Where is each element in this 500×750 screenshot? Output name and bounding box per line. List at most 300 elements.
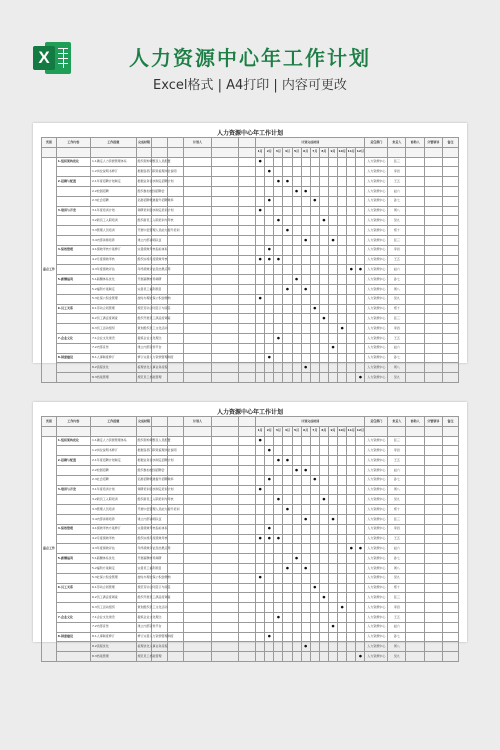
owner-cell: 王五 [388, 612, 406, 622]
blank-cell [184, 436, 211, 446]
month-cell [338, 284, 347, 294]
column-header: 类别 [42, 417, 57, 427]
measure-cell: 根据各部门职责梳理岗位说明 [136, 167, 152, 177]
month-cell [256, 505, 265, 515]
month-cell [301, 373, 310, 383]
month-cell [292, 456, 301, 466]
category-cell: 7.企业文化 [56, 333, 90, 343]
planner-cell [211, 495, 238, 505]
month-cell [347, 563, 356, 573]
table-row [42, 314, 459, 324]
month-cell [356, 206, 365, 216]
blank-cell [239, 534, 256, 544]
dept-cell: 人力资源中心 [365, 446, 388, 456]
month-cell [292, 652, 301, 662]
month-cell [274, 206, 283, 216]
month-cell: ● [265, 245, 274, 255]
month-cell: ● [256, 485, 265, 495]
table-row [42, 583, 459, 593]
month-cell [319, 196, 328, 206]
blank-cell [184, 563, 211, 573]
month-cell [328, 603, 337, 613]
owner-cell: 周八 [388, 563, 406, 573]
dept-cell: 人力资源中心 [365, 534, 388, 544]
month-cell [347, 642, 356, 652]
month-cell [356, 456, 365, 466]
month-cell [310, 157, 319, 167]
remark-cell [442, 524, 458, 534]
assistant-cell [406, 186, 424, 196]
month-cell [274, 245, 283, 255]
leader-cell [424, 505, 442, 515]
month-cell [356, 514, 365, 524]
remark-cell [442, 495, 458, 505]
assistant-cell [406, 563, 424, 573]
blank-cell [184, 583, 211, 593]
page-title: 人力资源中心年工作计划 [129, 46, 371, 70]
measure-cell: 年终绩效评估及结果应用 [136, 544, 152, 554]
month-cell [356, 284, 365, 294]
month-cell [283, 216, 292, 226]
sheet-title: 人力资源中心年工作计划 [216, 409, 283, 416]
month-cell [265, 642, 274, 652]
blank-cell [239, 353, 256, 363]
blank-cell [168, 333, 184, 343]
measure-cell: 根据各部门职责梳理岗位说明 [136, 446, 152, 456]
month-cell [310, 255, 319, 265]
month-cell [347, 583, 356, 593]
blank-cell [184, 593, 211, 603]
month-cell [292, 632, 301, 642]
remark-cell [442, 593, 458, 603]
month-cell [265, 465, 274, 475]
month-cell [347, 177, 356, 187]
dept-cell: 人力资源中心 [365, 612, 388, 622]
remark-cell [442, 275, 458, 285]
assistant-cell [406, 593, 424, 603]
month-cell: ● [256, 436, 265, 446]
month-cell [347, 622, 356, 632]
column-header [211, 417, 238, 427]
month-cell: ● [256, 206, 265, 216]
month-cell [347, 612, 356, 622]
category-cell [56, 255, 90, 265]
month-cell: ● [301, 284, 310, 294]
remark-cell [442, 255, 458, 265]
owner-cell: 吴九 [388, 652, 406, 662]
month-cell: ● [338, 324, 347, 334]
blank-cell [239, 157, 256, 167]
category-cell: 7.企业文化 [56, 612, 90, 622]
leader-cell [424, 186, 442, 196]
assistant-cell [406, 573, 424, 583]
month-cell [347, 235, 356, 245]
planner-cell [211, 265, 238, 275]
month-cell [274, 514, 283, 524]
table-header-row [42, 417, 459, 427]
month-cell: ● [292, 186, 301, 196]
planner-cell [211, 157, 238, 167]
month-cell [292, 436, 301, 446]
month-cell [310, 573, 319, 583]
month-cell: ● [301, 642, 310, 652]
remark-cell [442, 167, 458, 177]
month-cell: ● [301, 186, 310, 196]
month-cell [274, 544, 283, 554]
month-cell [292, 206, 301, 216]
work-cell: 1.1确定人力资源管理体系 [90, 157, 136, 167]
month-cell [356, 534, 365, 544]
month-cell: ● [301, 563, 310, 573]
remark-cell [442, 186, 458, 196]
owner-cell: 李四 [388, 167, 406, 177]
owner-cell: 孙七 [388, 353, 406, 363]
blank-cell [239, 544, 256, 554]
table-row [42, 363, 459, 373]
leader-cell [424, 456, 442, 466]
month-cell [310, 446, 319, 456]
month-cell [283, 632, 292, 642]
table-row [42, 284, 459, 294]
month-cell [274, 304, 283, 314]
measure-cell: 组织架构调整及人员配置 [136, 436, 152, 446]
month-cell: ● [347, 544, 356, 554]
measure-cell: 梳理优化人事业务流程 [136, 363, 152, 373]
month-cell [338, 436, 347, 446]
month-cell [301, 495, 310, 505]
assistant-cell [406, 456, 424, 466]
assistant-cell [406, 353, 424, 363]
main-category-cell: 重点工作 [42, 157, 57, 382]
table-row [42, 324, 459, 334]
work-cell: 2.2校园招聘 [90, 186, 136, 196]
remark-cell [442, 514, 458, 524]
month-cell [256, 524, 265, 534]
month-cell [256, 226, 265, 236]
month-cell [319, 294, 328, 304]
month-cell [319, 324, 328, 334]
month-cell: ● [283, 226, 292, 236]
month-cell [256, 324, 265, 334]
blank-cell [239, 363, 256, 373]
leader-cell [424, 314, 442, 324]
page-subtitle: Excel格式 | A4打印 | 内容可更改 [153, 78, 347, 93]
column-header: 责任部门 [365, 417, 388, 427]
month-cell [283, 304, 292, 314]
month-cell [310, 235, 319, 245]
column-header: 完成时限 [136, 417, 152, 427]
month-cell [310, 593, 319, 603]
month-cell [274, 294, 283, 304]
assistant-cell [406, 157, 424, 167]
month-cell [274, 593, 283, 603]
column-header: 计划人 [184, 138, 211, 148]
month-cell [265, 495, 274, 505]
month-cell [338, 314, 347, 324]
dept-cell: 人力资源中心 [365, 524, 388, 534]
month-cell [265, 284, 274, 294]
leader-cell [424, 373, 442, 383]
month-cell [292, 514, 301, 524]
month-cell: ● [301, 514, 310, 524]
measure-cell: 组织实施月度绩效考核 [136, 255, 152, 265]
leader-cell [424, 573, 442, 583]
month-cell [265, 456, 274, 466]
planner-cell [211, 622, 238, 632]
planner-cell [211, 456, 238, 466]
month-cell: ● [283, 177, 292, 187]
blank-cell [239, 304, 256, 314]
assistant-cell [406, 284, 424, 294]
month-cell [301, 573, 310, 583]
planner-cell [211, 363, 238, 373]
blank-cell [168, 363, 184, 373]
month-cell [256, 216, 265, 226]
category-cell [56, 235, 90, 245]
month-cell: ● [283, 456, 292, 466]
month-cell [328, 446, 337, 456]
blank-cell [184, 622, 211, 632]
month-cell [274, 235, 283, 245]
owner-cell: 赵六 [388, 186, 406, 196]
work-cell: 8.2流程优化 [90, 642, 136, 652]
month-cell [274, 436, 283, 446]
table-row [42, 255, 459, 265]
month-cell: ● [356, 544, 365, 554]
month-cell [292, 603, 301, 613]
month-label: 12月 [356, 147, 365, 157]
month-cell [274, 363, 283, 373]
month-cell [274, 622, 283, 632]
month-cell [328, 333, 337, 343]
month-cell [265, 314, 274, 324]
dept-cell: 人力资源中心 [365, 514, 388, 524]
remark-cell [442, 534, 458, 544]
month-cell [310, 495, 319, 505]
work-cell: 3.2新员工入职培训 [90, 495, 136, 505]
leader-cell [424, 514, 442, 524]
blank-cell [239, 495, 256, 505]
dept-cell: 人力资源中心 [365, 343, 388, 353]
month-cell [301, 196, 310, 206]
month-cell [319, 304, 328, 314]
category-cell [56, 343, 90, 353]
blank-cell [184, 544, 211, 554]
work-cell: 2.1年度招聘计划制定 [90, 456, 136, 466]
page-header [0, 0, 500, 118]
month-cell [283, 465, 292, 475]
blank-cell [168, 255, 184, 265]
month-cell [310, 544, 319, 554]
planner-cell [211, 612, 238, 622]
month-cell [310, 275, 319, 285]
planner-cell [211, 485, 238, 495]
sheet-preview-1 [33, 123, 467, 379]
dept-cell: 人力资源中心 [365, 465, 388, 475]
month-cell [301, 275, 310, 285]
leader-cell [424, 612, 442, 622]
month-cell [347, 603, 356, 613]
month-cell [310, 563, 319, 573]
month-cell [356, 622, 365, 632]
month-cell [310, 524, 319, 534]
measure-cell: 组织参加校园招聘会 [136, 186, 152, 196]
blank-cell [184, 446, 211, 456]
column-header [168, 417, 184, 427]
planner-cell [211, 514, 238, 524]
work-cell: 5.3社保公积金管理 [90, 294, 136, 304]
month-cell [310, 373, 319, 383]
month-cell [356, 196, 365, 206]
month-cell: ● [356, 373, 365, 383]
assistant-cell [406, 206, 424, 216]
month-cell [256, 353, 265, 363]
work-cell: 4.2月度绩效考核 [90, 255, 136, 265]
blank-cell [168, 642, 184, 652]
planner-cell [211, 583, 238, 593]
work-cell: 5.2福利方案制定 [90, 563, 136, 573]
month-cell: ● [292, 465, 301, 475]
remark-cell [442, 612, 458, 622]
month-cell [265, 275, 274, 285]
column-header [239, 417, 256, 427]
measure-cell: 完善员工福利项目 [136, 563, 152, 573]
month-cell [338, 465, 347, 475]
blank-cell [184, 284, 211, 294]
dept-cell: 人力资源中心 [365, 652, 388, 662]
planner-cell [211, 603, 238, 613]
column-header: 分管领导 [424, 138, 442, 148]
blank-cell [239, 373, 256, 383]
month-cell [283, 275, 292, 285]
month-label: 3月 [274, 147, 283, 157]
measure-cell: 按时办理社保公积金缴纳 [136, 573, 152, 583]
month-cell [356, 294, 365, 304]
month-cell [328, 363, 337, 373]
month-cell [319, 622, 328, 632]
remark-cell [442, 632, 458, 642]
month-cell [328, 275, 337, 285]
month-cell [347, 632, 356, 642]
month-cell [274, 265, 283, 275]
blank-cell [239, 275, 256, 285]
month-cell [319, 343, 328, 353]
month-cell [301, 524, 310, 534]
owner-cell: 李四 [388, 524, 406, 534]
month-cell [347, 534, 356, 544]
month-cell [347, 652, 356, 662]
month-cell [283, 612, 292, 622]
month-cell [319, 563, 328, 573]
measure-cell: 规范员工档案管理 [136, 373, 152, 383]
month-cell [292, 265, 301, 275]
leader-cell [424, 167, 442, 177]
remark-cell [442, 373, 458, 383]
month-cell [338, 446, 347, 456]
table-row [42, 475, 459, 485]
month-cell [265, 294, 274, 304]
work-cell: 3.1年度培训计划 [90, 206, 136, 216]
month-cell [347, 304, 356, 314]
month-cell [310, 456, 319, 466]
assistant-cell [406, 294, 424, 304]
month-label: 12月 [356, 426, 365, 436]
owner-cell: 孙七 [388, 554, 406, 564]
work-cell: 8.3档案管理 [90, 373, 136, 383]
month-cell [301, 333, 310, 343]
measure-cell: 拓展招聘渠道提升招聘效率 [136, 475, 152, 485]
month-cell [265, 505, 274, 515]
month-cell [310, 294, 319, 304]
month-cell [328, 167, 337, 177]
month-cell [338, 245, 347, 255]
month-cell [274, 475, 283, 485]
month-cell: ● [310, 475, 319, 485]
blank-cell [239, 505, 256, 515]
month-cell [338, 485, 347, 495]
month-cell [301, 475, 310, 485]
month-header-row [42, 147, 459, 157]
month-cell [356, 505, 365, 515]
month-cell [283, 573, 292, 583]
measure-cell: 组织新员工入职培训与考核 [136, 495, 152, 505]
dept-cell: 人力资源中心 [365, 456, 388, 466]
dept-cell: 人力资源中心 [365, 642, 388, 652]
month-cell [356, 186, 365, 196]
blank-cell [239, 196, 256, 206]
owner-cell: 周八 [388, 206, 406, 216]
category-cell [56, 186, 90, 196]
month-cell [310, 622, 319, 632]
month-cell [319, 186, 328, 196]
owner-cell: 王五 [388, 333, 406, 343]
measure-cell: 修订完善人力资源管理制度 [136, 632, 152, 642]
blank-cell [184, 495, 211, 505]
table-row [42, 632, 459, 642]
measure-cell: 修订完善人力资源管理制度 [136, 353, 152, 363]
month-cell [356, 167, 365, 177]
assistant-cell [406, 177, 424, 187]
month-cell [301, 216, 310, 226]
work-cell: 4.3年度绩效评估 [90, 544, 136, 554]
month-cell [301, 554, 310, 564]
month-cell [319, 333, 328, 343]
month-cell [347, 456, 356, 466]
assistant-cell [406, 255, 424, 265]
column-header [239, 138, 256, 148]
month-cell: ● [256, 157, 265, 167]
measure-cell: 组织实施月度绩效考核 [136, 534, 152, 544]
assistant-cell [406, 373, 424, 383]
table-row [42, 167, 459, 177]
category-cell: 5.薪酬福利 [56, 275, 90, 285]
measure-cell: 组织开展员工满意度调查 [136, 593, 152, 603]
blank-cell [184, 216, 211, 226]
measure-cell: 建立内部讲师队伍 [136, 235, 152, 245]
dept-cell: 人力资源中心 [365, 505, 388, 515]
month-cell [292, 495, 301, 505]
blank-cell [168, 563, 184, 573]
month-cell: ● [256, 534, 265, 544]
planner-cell [211, 333, 238, 343]
month-cell [328, 642, 337, 652]
month-cell [310, 652, 319, 662]
month-cell [265, 177, 274, 187]
column-header: 工作措施 [90, 138, 136, 148]
measure-cell: 开展中层管理人员能力提升培训 [136, 226, 152, 236]
month-cell [328, 534, 337, 544]
month-cell [310, 206, 319, 216]
